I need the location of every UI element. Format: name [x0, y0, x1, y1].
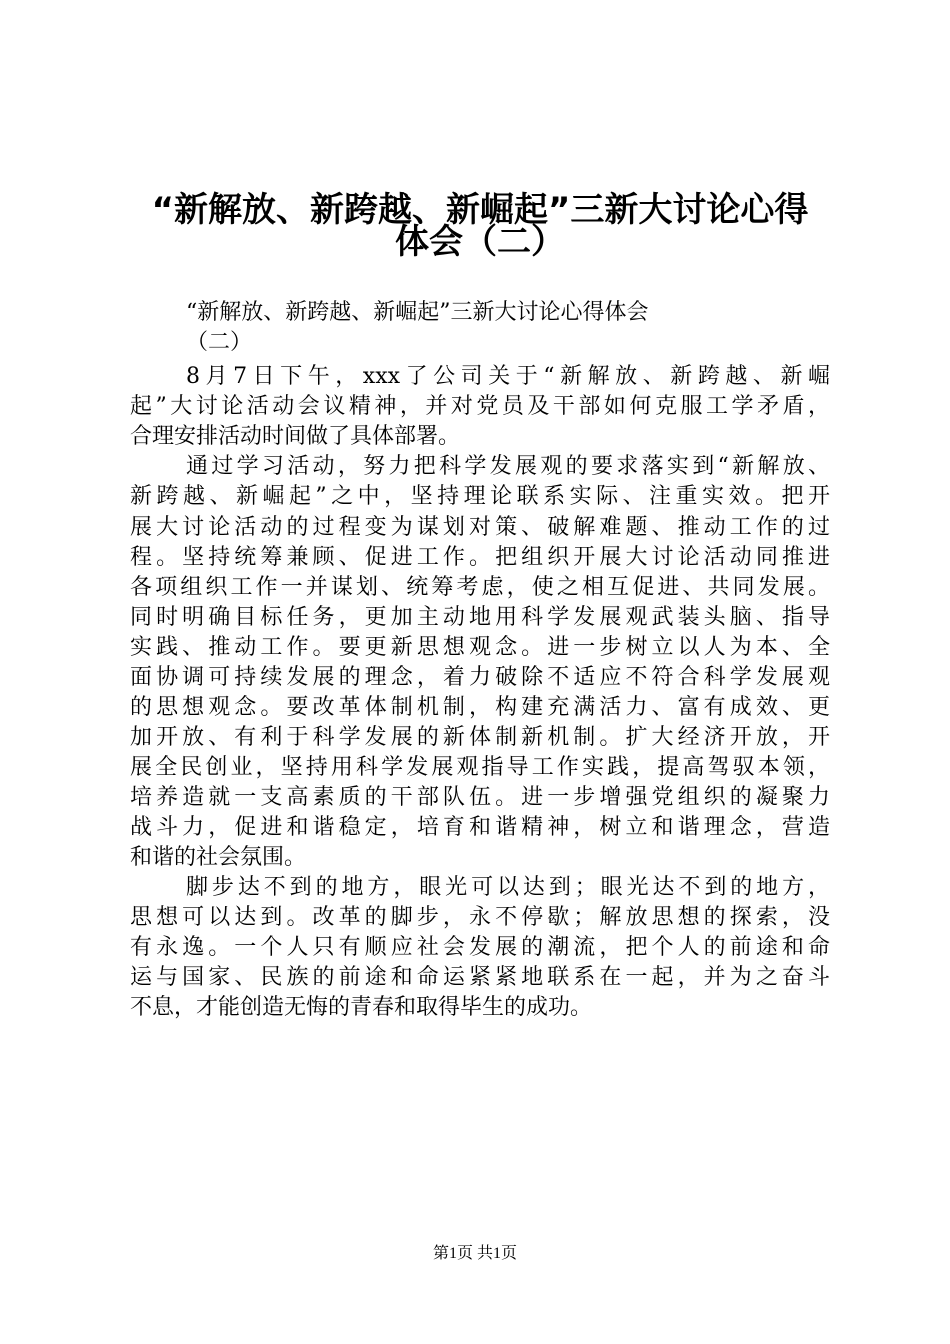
paragraph-line: 合理安排活动时间做了具体部署。: [130, 424, 461, 449]
paragraph-line: 展全民创业，坚持用科学发展观指导工作实践，提高驾驭本领，: [130, 755, 830, 780]
page-footer: 第1页 共1页: [432, 1245, 517, 1262]
paragraph-line: 战斗力，促进和谐稳定，培育和谐精神，树立和谐理念，营造: [130, 815, 830, 840]
paragraph-line: 加开放、有利于科学发展的新体制新机制。扩大经济开放，开: [130, 725, 830, 750]
paragraph-line: 新跨越、新崛起”之中，坚持理论联系实际、注重实效。把开: [130, 484, 830, 509]
paragraph-line: 不息，才能创造无悔的青春和取得毕生的成功。: [130, 995, 593, 1020]
subtitle-line: “新解放、新跨越、新崛起”三新大讨论心得体会: [186, 300, 649, 325]
paragraph-line: 起”大讨论活动会议精神，并对党员及干部如何克服工学矛盾，: [130, 394, 830, 419]
paragraph-line: 和谐的社会氛围。: [130, 845, 307, 870]
paragraph-line: 展大讨论活动的过程变为谋划对策、破解难题、推动工作的过: [130, 515, 830, 540]
paragraph-line: 通过学习活动，努力把科学发展观的要求落实到“新解放、: [186, 454, 830, 479]
paragraph-line: 有永逸。一个人只有顺应社会发展的潮流，把个人的前途和命: [130, 935, 830, 960]
document-title-line-1: “新解放、新跨越、新崛起”三新大讨论心得: [151, 190, 809, 230]
paragraph-line: 运与国家、民族的前途和命运紧紧地联系在一起，并为之奋斗: [130, 965, 830, 990]
paragraph-line: 的思想观念。要改革体制机制，构建充满活力、富有成效、更: [130, 695, 830, 720]
paragraph-line: 程。坚持统筹兼顾、促进工作。把组织开展大讨论活动同推进: [130, 545, 830, 570]
paragraph-line: 面协调可持续发展的理念，着力破除不适应不符合科学发展观: [130, 665, 830, 690]
paragraph-line: 各项组织工作一并谋划、统筹考虑，使之相互促进、共同发展。: [130, 575, 830, 600]
paragraph-line: 培养造就一支高素质的干部队伍。进一步增强党组织的凝聚力: [130, 785, 830, 810]
paragraph-line: 实践、推动工作。要更新思想观念。进一步树立以人为本、全: [130, 635, 830, 660]
paragraph-line: 8月7日下午，xxx了公司关于“新解放、新跨越、新崛: [186, 364, 830, 389]
subtitle-line: （二）: [186, 330, 253, 355]
paragraph-line: 思想可以达到。改革的脚步，永不停歇；解放思想的探索，没: [130, 905, 830, 930]
document-title-line-2: 体会（二）: [395, 222, 565, 262]
paragraph-line: 同时明确目标任务，更加主动地用科学发展观武装头脑、指导: [130, 605, 830, 630]
paragraph-line: 脚步达不到的地方，眼光可以达到；眼光达不到的地方，: [186, 875, 830, 900]
